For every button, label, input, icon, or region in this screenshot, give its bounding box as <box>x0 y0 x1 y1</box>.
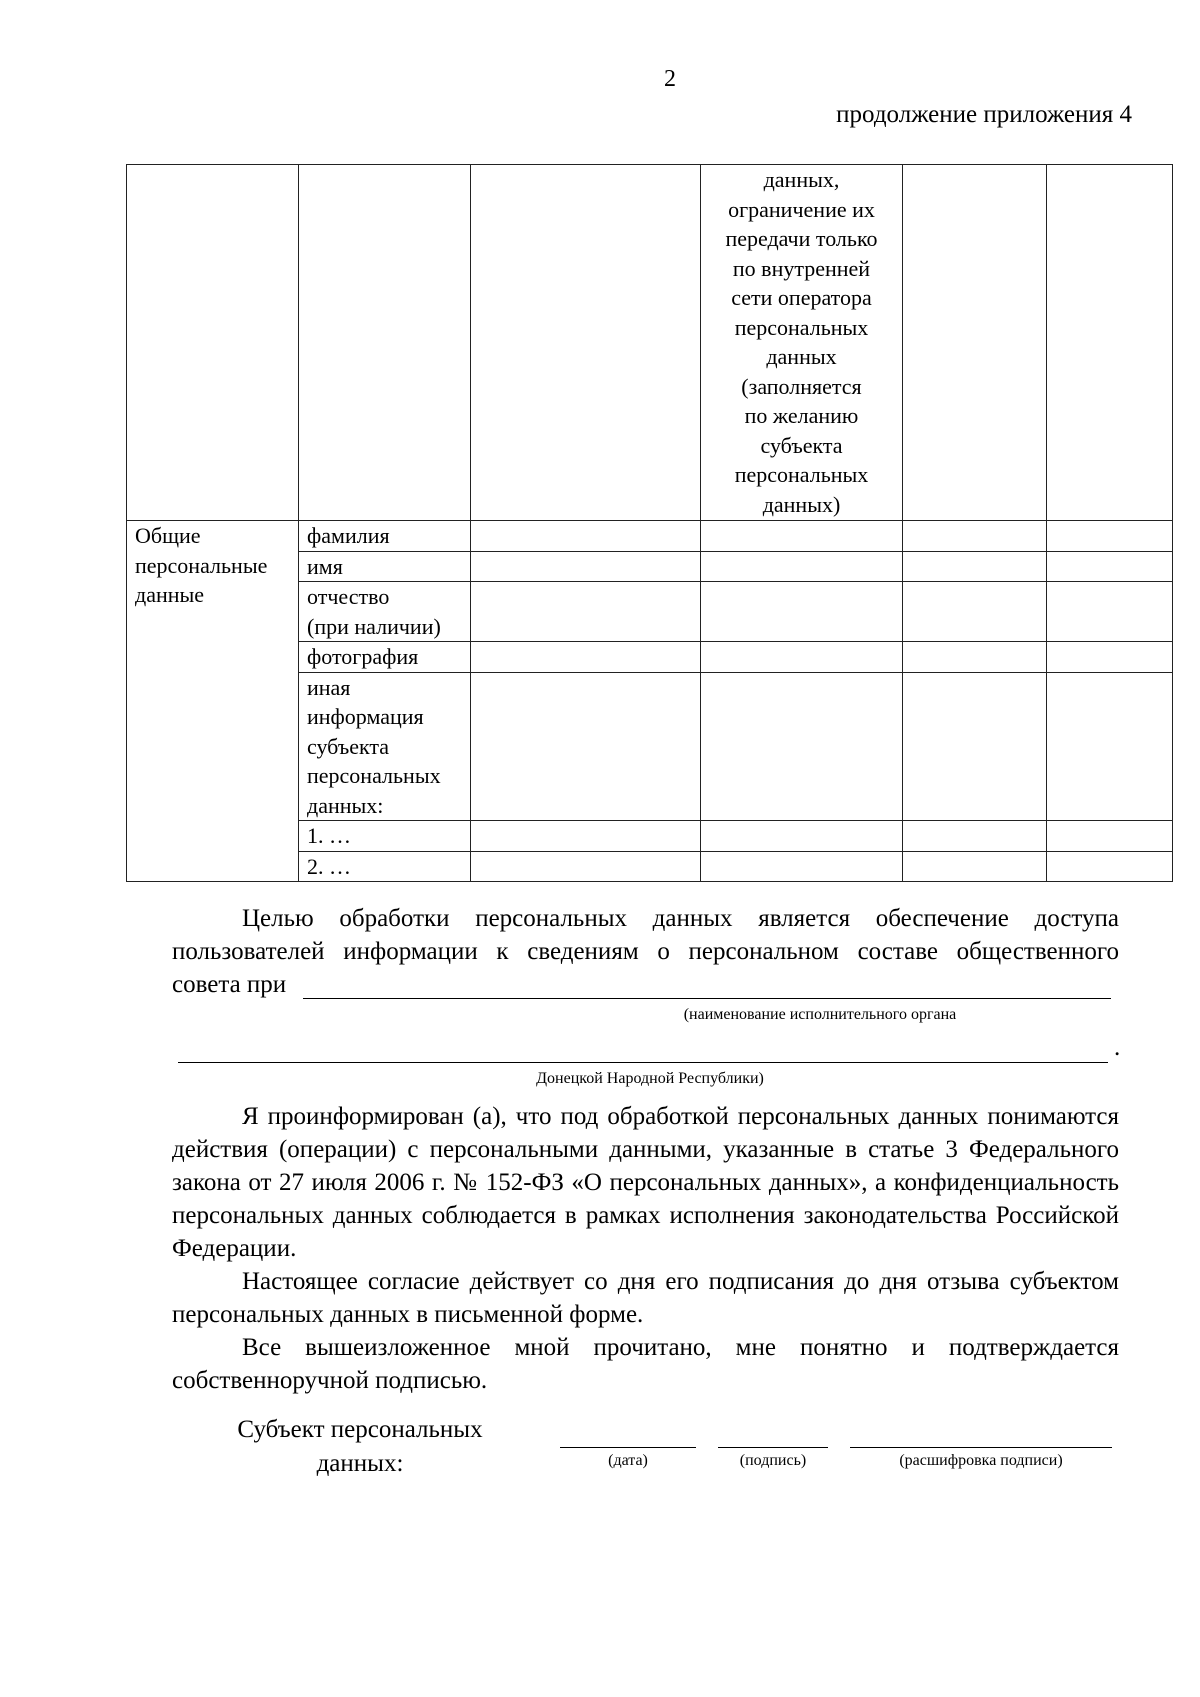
category-cell: Общие персональные данные <box>127 521 299 882</box>
table-row <box>127 521 1173 552</box>
date-caption: (дата) <box>608 1452 648 1469</box>
field-surname: фамилия <box>299 521 471 552</box>
end-period: . <box>1114 1034 1121 1061</box>
organ-name-caption: (наименование исполнительного органа <box>683 1006 957 1023</box>
table-row-continued <box>127 165 1173 521</box>
paragraph-informed: Я проинформирован (а), что под обработкой персональных данных понимаются действия (операции) с персональными данными, указанные в статье 3 Федерального закона от 27 июля 2006 г. № 152-ФЗ «О персональных данных», а конфиденциальность персональных данных соблюдается в рамках исполнения законодательства Российской Федерации. <box>172 1103 1119 1262</box>
paragraph-validity: Настоящее согласие действует со дня его подписания до дня отзыва субъектом персональных данных в письменной форме. <box>172 1268 1119 1328</box>
purpose-council-label: совета при <box>172 971 287 998</box>
personal-data-table <box>126 164 1173 882</box>
organ-name-line-2[interactable] <box>178 1062 1108 1063</box>
purpose-paragraph: Целью обработки персональных данных является обеспечение доступа пользователей информации к сведениям о персональном составе общественного <box>172 905 1119 965</box>
page-number: 2 <box>664 66 676 92</box>
field-patronymic: отчество (при наличии) <box>299 582 471 642</box>
field-other-info: иная информация субъекта персональных данных: <box>299 672 471 821</box>
signature-decode-line[interactable] <box>850 1447 1112 1448</box>
signature-label: Субъект персональных данных: <box>237 1416 483 1477</box>
field-item-1: 1. … <box>299 821 471 852</box>
field-photo: фотография <box>299 642 471 673</box>
signature-caption: (подпись) <box>739 1452 807 1469</box>
field-item-2: 2. … <box>299 851 471 882</box>
republic-caption: Донецкой Народной Республики) <box>536 1070 764 1087</box>
date-line[interactable] <box>560 1447 696 1448</box>
restriction-text: данных, ограничение их передачи только по внутренней сети оператора персональных данных (заполняется по желанию субъекта персональных данных) <box>701 165 903 521</box>
consent-paragraphs <box>172 1100 1119 1397</box>
organ-name-line[interactable] <box>303 998 1111 999</box>
signature-decode-caption: (расшифровка подписи) <box>899 1452 1063 1469</box>
appendix-continuation: продолжение приложения 4 <box>836 101 1132 128</box>
signature-line[interactable] <box>718 1447 828 1448</box>
field-name: имя <box>299 551 471 582</box>
paragraph-confirmation: Все вышеизложенное мной прочитано, мне понятно и подтверждается собственноручной подписью. <box>172 1334 1119 1394</box>
